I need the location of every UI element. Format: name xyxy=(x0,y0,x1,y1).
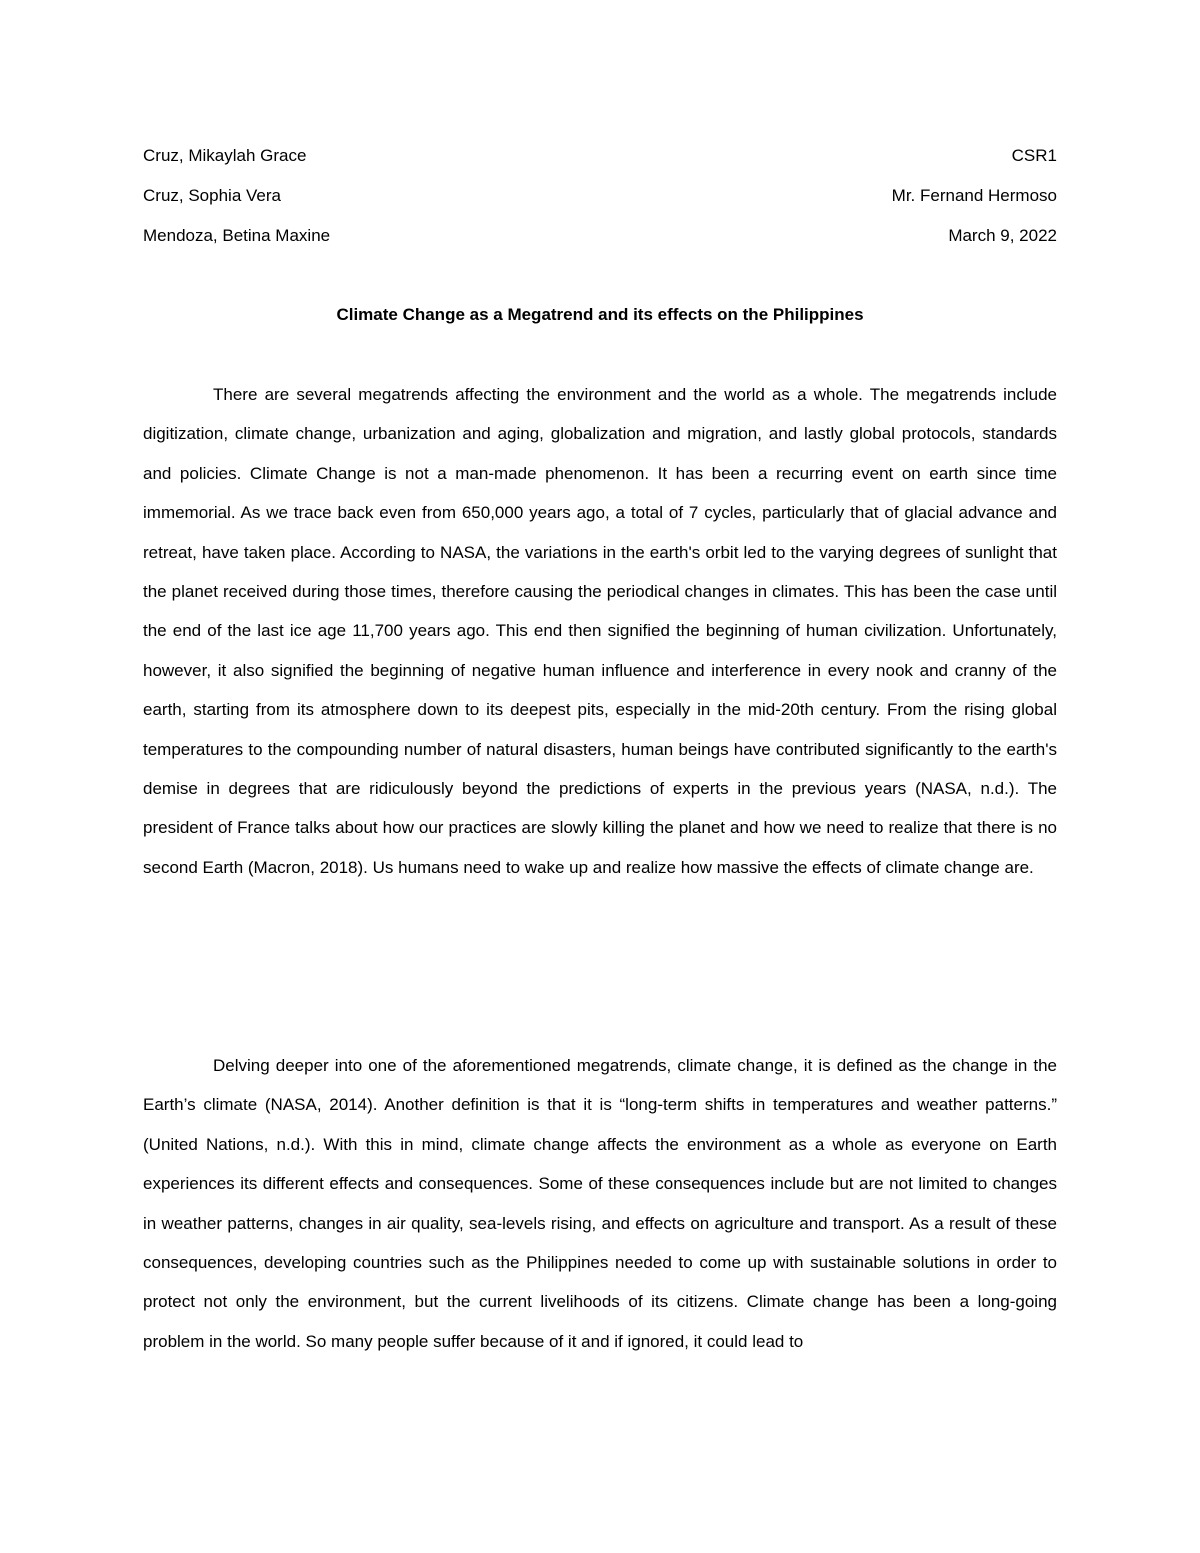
document-header xyxy=(143,143,1057,263)
document-date: March 9, 2022 xyxy=(948,226,1057,245)
course-code: CSR1 xyxy=(1011,146,1057,165)
header-row-2 xyxy=(143,183,1057,223)
header-row-1 xyxy=(143,143,1057,183)
instructor-name: Mr. Fernand Hermoso xyxy=(891,186,1057,205)
body-paragraph xyxy=(143,375,1057,887)
paragraph-text: There are several megatrends affecting the environment and the world as a whole. The megatrends include digitization, climate change, urbanization and aging, globalization and migration, and lastly global protocols, standards and policies. Climate Change is not a man-made phenomenon. It has been a recurring event on earth since time immemorial. As we trace back even from 650,000 years ago, a total of 7 cycles, particularly that of glacial advance and retreat, have taken place. According to NASA, the variations in the earth's orbit led to the varying degrees of sunlight that the planet received during those times, therefore causing the periodical changes in climates. This has been the case until the end of the last ice age 11,700 years ago. This end then signified the beginning of human civilization. Unfortunately, however, it also signified the beginning of negative human influence and interference in every nook and cranny of the earth, starting from its atmosphere down to its deepest pits, especially in the mid-20th century. From the rising global temperatures to the compounding number of natural disasters, human beings have contributed significantly to the earth's demise in degrees that are ridiculously beyond the predictions of experts in the previous years (NASA, n.d.). The president of France talks about how our practices are slowly killing the planet and how we need to realize that there is no second Earth (Macron, 2018). Us humans need to wake up and realize how massive the effects of climate change are. xyxy=(143,385,1057,877)
paragraph-text: Delving deeper into one of the aforementioned megatrends, climate change, it is defined as the change in the Earth’s climate (NASA, 2014). Another definition is that it is “long-term shifts in temperatures and weather patterns.” (United Nations, n.d.). With this in mind, climate change affects the environment as a whole as everyone on Earth experiences its different effects and consequences. Some of these consequences include but are not limited to changes in weather patterns, changes in air quality, sea-levels rising, and effects on agriculture and transport. As a result of these consequences, developing countries such as the Philippines needed to come up with sustainable solutions in order to protect not only the environment, but the current livelihoods of its citizens. Climate change has been a long-going problem in the world. So many people suffer because of it and if ignored, it could lead to xyxy=(143,1056,1057,1351)
header-row-3 xyxy=(143,223,1057,263)
author-name: Mendoza, Betina Maxine xyxy=(143,226,331,245)
author-name: Cruz, Mikaylah Grace xyxy=(143,146,307,165)
document-title: Climate Change as a Megatrend and its effects on the Philippines xyxy=(336,305,864,324)
author-name: Cruz, Sophia Vera xyxy=(143,186,281,205)
body-paragraph xyxy=(143,1046,1057,1361)
